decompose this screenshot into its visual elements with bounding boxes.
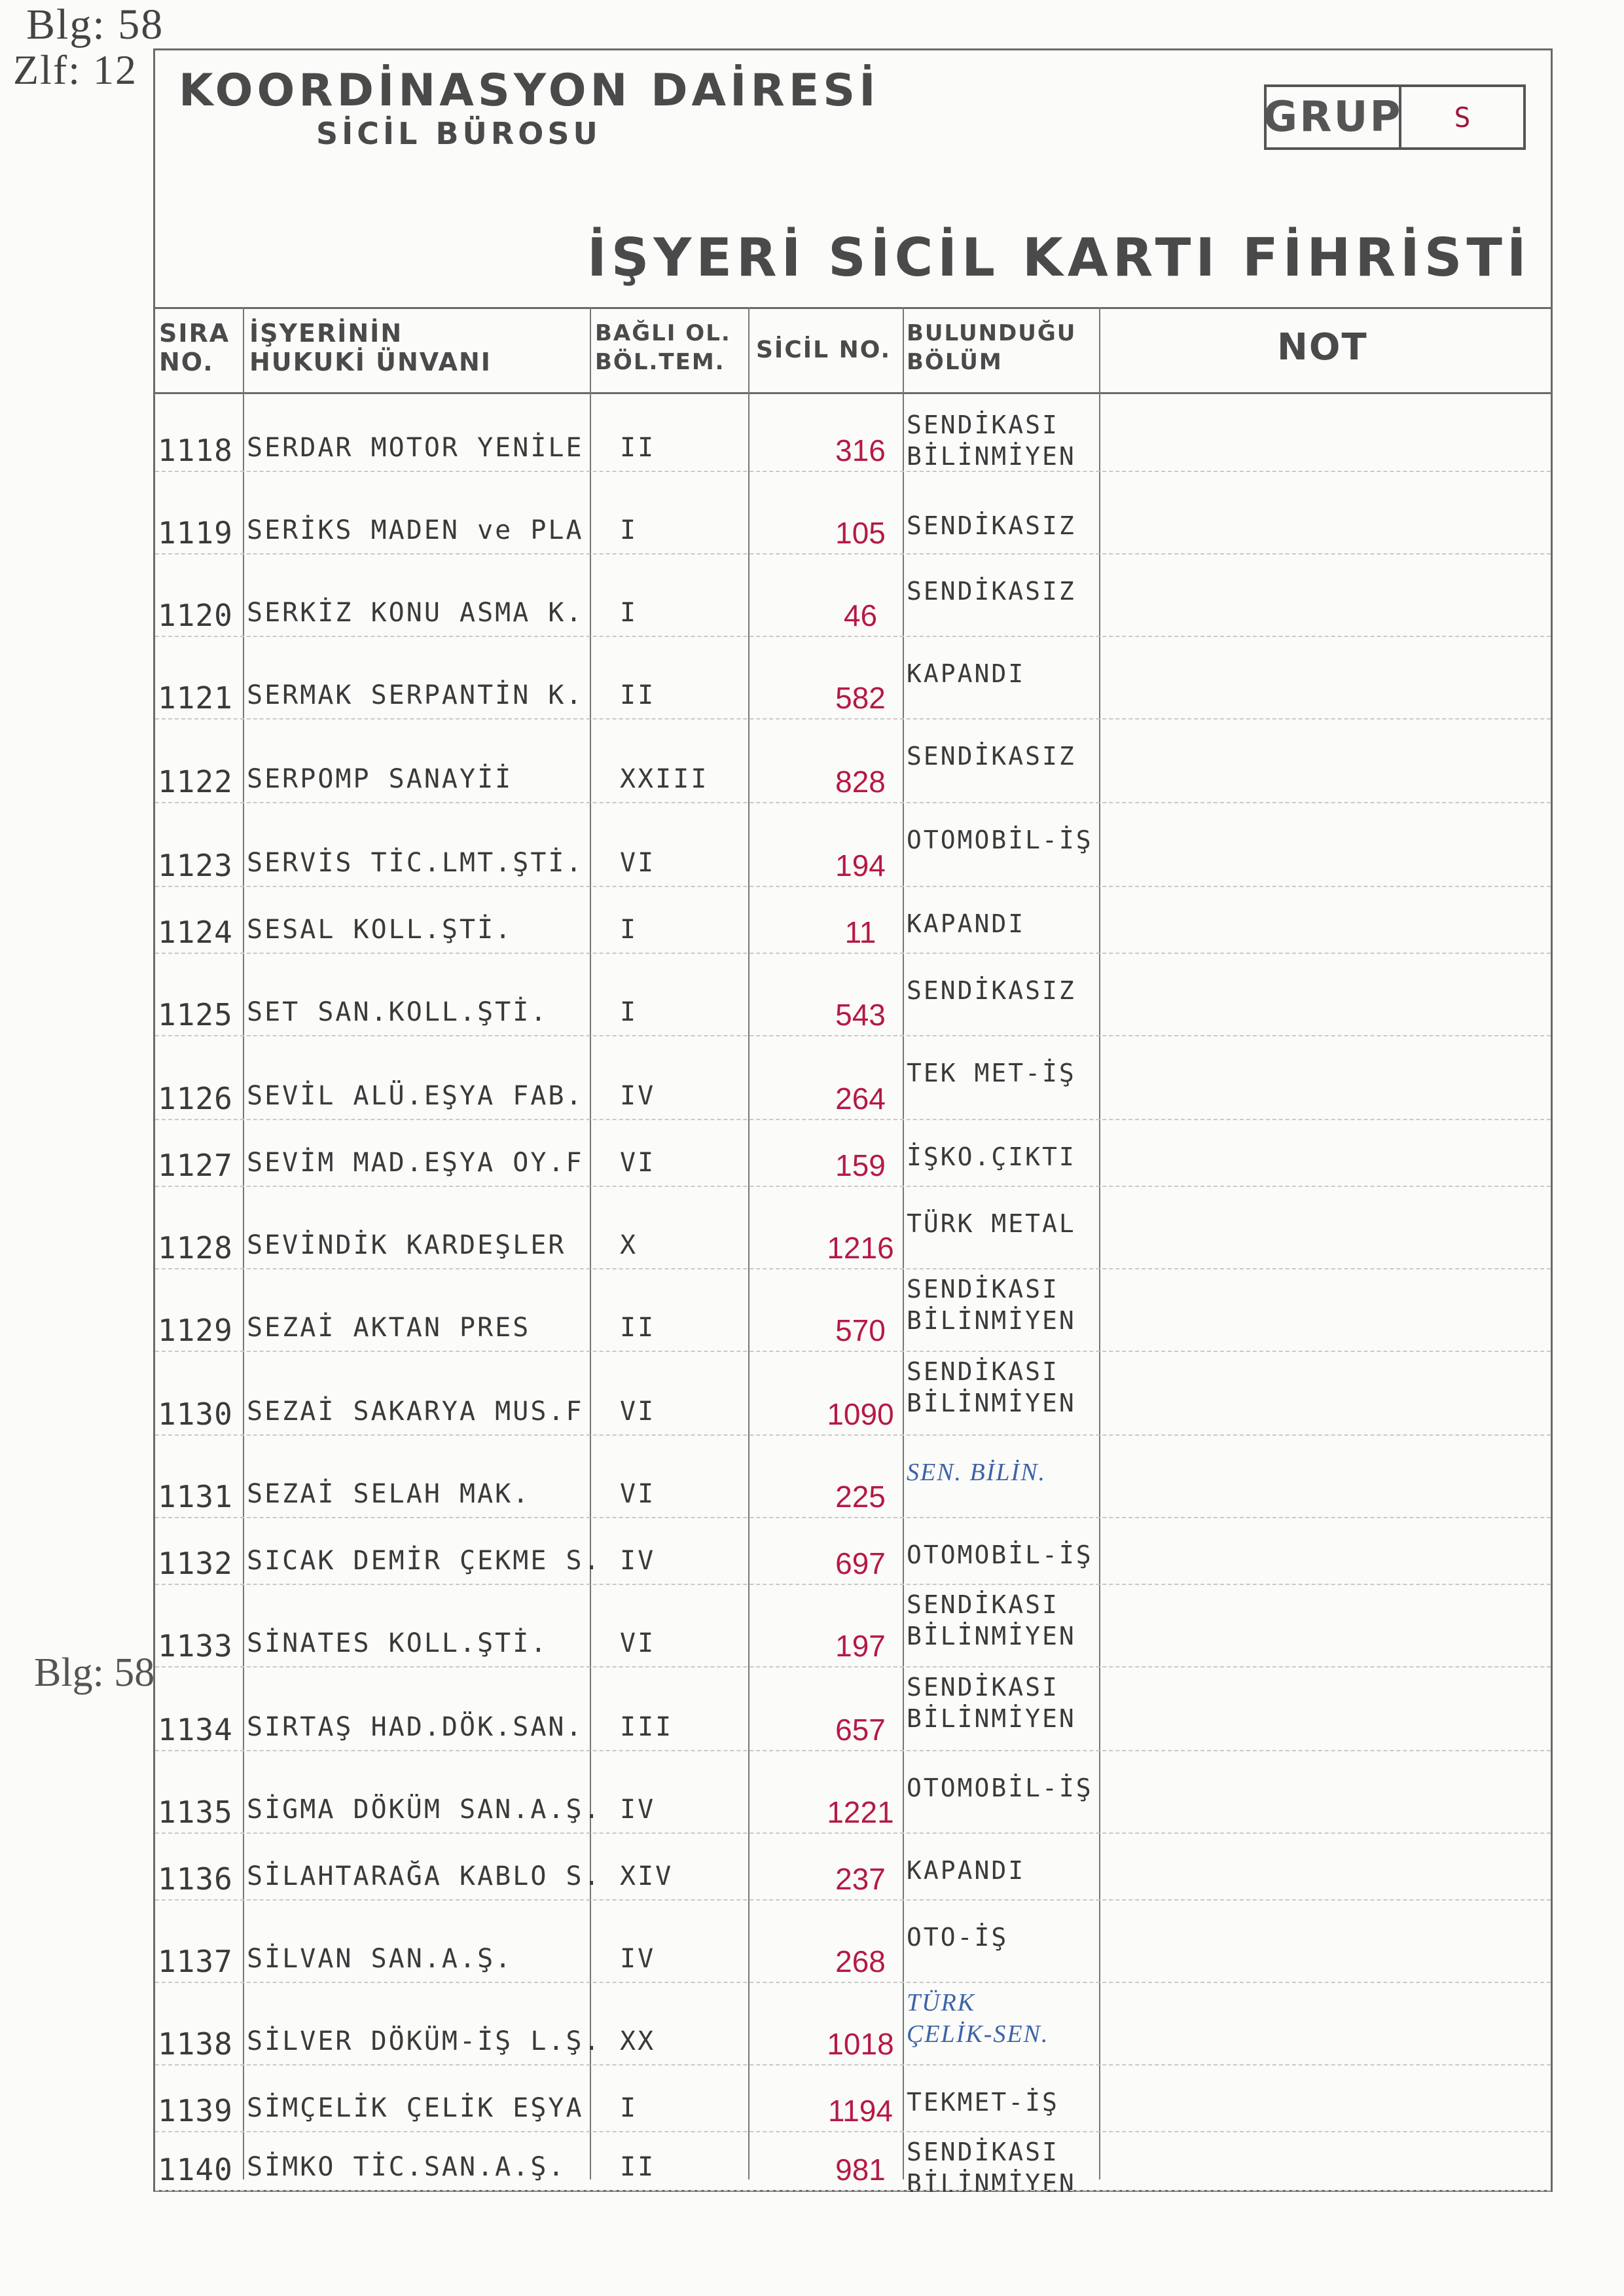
- sicil-no-cell: 194: [835, 848, 886, 883]
- table-row: [155, 1834, 1551, 1901]
- sicil-no-cell: 105: [835, 516, 886, 550]
- table-row: [155, 1352, 1551, 1436]
- bolum-cell: SENDİKASI BİLİNMİYEN: [907, 410, 1076, 471]
- unvan-cell: SERKİZ KONU ASMA K.: [247, 598, 584, 628]
- bolge-cell: VI: [620, 1148, 656, 1178]
- unvan-cell: SEZAİ SAKARYA MUS.F: [247, 1396, 584, 1427]
- sira-no-cell: 1139: [158, 2093, 233, 2128]
- row-rule: [155, 2190, 1551, 2191]
- table-row: [155, 405, 1551, 472]
- table-row: [155, 2066, 1551, 2132]
- bolum-cell: SENDİKASI BİLİNMİYEN: [907, 1673, 1076, 1733]
- unvan-cell: SİLVER DÖKÜM-İŞ L.Ş.: [247, 2026, 602, 2056]
- header-sira-no: SIRA NO.: [159, 319, 230, 376]
- sira-no-cell: 1128: [158, 1230, 233, 1266]
- sicil-no-cell: 543: [835, 998, 886, 1032]
- table-row: [155, 1187, 1551, 1269]
- unvan-cell: SİMKO TİC.SAN.A.Ş.: [247, 2152, 566, 2182]
- bolum-cell: SENDİKASIZ: [907, 577, 1076, 606]
- grup-box: [1264, 84, 1526, 150]
- table-row: [155, 1585, 1551, 1667]
- sira-no-cell: 1120: [158, 598, 233, 633]
- unvan-cell: SEZAİ SELAH MAK.: [247, 1479, 531, 1509]
- unvan-cell: SIRTAŞ HAD.DÖK.SAN.: [247, 1712, 584, 1742]
- bolum-cell: OTOMOBİL-İŞ: [907, 1774, 1093, 1802]
- unvan-cell: SERMAK SERPANTİN K.: [247, 680, 584, 710]
- sicil-no-cell: 570: [835, 1313, 886, 1347]
- sira-no-cell: 1125: [158, 997, 233, 1032]
- table-top-rule: [155, 307, 1551, 309]
- sicil-no-cell: 159: [835, 1148, 886, 1182]
- bolge-cell: II: [620, 433, 656, 463]
- table-row: [155, 637, 1551, 720]
- bolum-cell: OTO-İŞ: [907, 1923, 1009, 1952]
- corner-note-blg: Blg: 58: [26, 1, 164, 48]
- index-card: [153, 48, 1553, 2198]
- table-row: [155, 1120, 1551, 1187]
- table-row: [155, 489, 1551, 555]
- sira-no-cell: 1132: [158, 1546, 233, 1581]
- bolge-cell: VI: [620, 1396, 656, 1427]
- sicil-no-cell: 237: [835, 1862, 886, 1896]
- table-row: [155, 954, 1551, 1036]
- grup-label: GRUP: [1267, 87, 1401, 147]
- bolge-cell: X: [620, 1230, 638, 1260]
- sira-no-cell: 1130: [158, 1396, 233, 1432]
- sira-no-cell: 1126: [158, 1081, 233, 1116]
- sira-no-cell: 1122: [158, 764, 233, 799]
- table-row: [155, 1751, 1551, 1834]
- sicil-no-cell: 1018: [827, 2027, 894, 2061]
- sira-no-cell: 1140: [158, 2152, 233, 2187]
- bureau-name: SİCİL BÜROSU: [316, 116, 602, 151]
- bolge-cell: IV: [620, 1546, 656, 1576]
- sicil-no-cell: 1090: [827, 1397, 894, 1431]
- page-title: İŞYERİ SİCİL KARTI FİHRİSTİ: [587, 227, 1531, 288]
- sira-no-cell: 1138: [158, 2026, 233, 2062]
- table-row: [155, 1667, 1551, 1751]
- sira-no-cell: 1118: [158, 433, 233, 468]
- table-row: [155, 887, 1551, 954]
- table-row: [155, 1901, 1551, 1983]
- sicil-no-cell: 11: [844, 915, 876, 949]
- bolge-cell: VI: [620, 1479, 656, 1509]
- unvan-cell: SEZAİ AKTAN PRES: [247, 1313, 531, 1343]
- grup-value: S: [1454, 101, 1471, 134]
- sira-no-cell: 1135: [158, 1795, 233, 1830]
- unvan-cell: SEVİL ALÜ.EŞYA FAB.: [247, 1081, 584, 1111]
- bolge-cell: XIV: [620, 1861, 674, 1891]
- office-name: KOORDİNASYON DAİRESİ: [179, 65, 880, 117]
- bolum-cell: İŞKO.ÇIKTI: [907, 1142, 1076, 1171]
- bolum-cell: KAPANDI: [907, 659, 1026, 688]
- unvan-cell: SET SAN.KOLL.ŞTİ.: [247, 997, 549, 1027]
- unvan-cell: SERİKS MADEN ve PLA: [247, 515, 584, 545]
- table-row: [155, 720, 1551, 803]
- header-not: NOT: [1277, 326, 1368, 369]
- bolge-cell: VI: [620, 1628, 656, 1658]
- unvan-cell: SİNATES KOLL.ŞTİ.: [247, 1628, 549, 1658]
- bolum-cell: TEKMET-İŞ: [907, 2088, 1059, 2117]
- bolge-cell: I: [620, 2093, 638, 2123]
- bolge-cell: I: [620, 997, 638, 1027]
- bolge-cell: I: [620, 598, 638, 628]
- sicil-no-cell: 268: [835, 1944, 886, 1978]
- bolum-cell: SEN. BİLİN.: [907, 1459, 1047, 1486]
- table-row: [155, 1983, 1551, 2066]
- bolge-cell: II: [620, 2152, 656, 2182]
- header-hukuki-unvan: İŞYERİNİN HUKUKİ ÜNVANI: [249, 319, 492, 376]
- table-row: [155, 803, 1551, 887]
- bolum-cell: KAPANDI: [907, 1856, 1026, 1885]
- sicil-no-cell: 1221: [827, 1795, 894, 1829]
- bolum-cell: KAPANDI: [907, 909, 1026, 938]
- row-rule: [155, 471, 1551, 472]
- sira-no-cell: 1133: [158, 1628, 233, 1664]
- sicil-no-cell: 582: [835, 681, 886, 715]
- bolge-cell: II: [620, 1313, 656, 1343]
- unvan-cell: SERVİS TİC.LMT.ŞTİ.: [247, 848, 584, 878]
- bolge-cell: I: [620, 915, 638, 945]
- unvan-cell: SICAK DEMİR ÇEKME S.: [247, 1546, 602, 1576]
- unvan-cell: SERPOMP SANAYİİ: [247, 764, 513, 794]
- bolge-cell: VI: [620, 848, 656, 878]
- unvan-cell: SİMÇELİK ÇELİK EŞYA: [247, 2093, 584, 2123]
- header-bulundugu-bolum: BULUNDUĞU BÖLÜM: [907, 320, 1077, 375]
- bolum-cell: OTOMOBİL-İŞ: [907, 1540, 1093, 1569]
- unvan-cell: SEVİNDİK KARDEŞLER: [247, 1230, 566, 1260]
- corner-note-zlf: Zlf: 12: [13, 46, 137, 93]
- sira-no-cell: 1121: [158, 680, 233, 716]
- sira-no-cell: 1137: [158, 1944, 233, 1979]
- header-bottom-rule: [155, 392, 1551, 394]
- bolge-cell: XXIII: [620, 764, 709, 794]
- bolge-cell: IV: [620, 1944, 656, 1974]
- sicil-no-cell: 264: [835, 1082, 886, 1116]
- margin-note: Blg: 58: [34, 1650, 155, 1695]
- sicil-no-cell: 828: [835, 765, 886, 799]
- table-row: [155, 1436, 1551, 1518]
- sira-no-cell: 1123: [158, 848, 233, 883]
- sicil-no-cell: 697: [835, 1546, 886, 1580]
- bolum-cell: TEK MET-İŞ: [907, 1059, 1076, 1087]
- bolum-cell: SENDİKASI BİLİNMİYEN: [907, 1275, 1076, 1335]
- table-row: [155, 1518, 1551, 1585]
- unvan-cell: SEVİM MAD.EŞYA OY.F: [247, 1148, 584, 1178]
- unvan-cell: SERDAR MOTOR YENİLE: [247, 433, 584, 463]
- header-bagli-bolge: BAĞLI OL. BÖL.TEM.: [595, 320, 731, 375]
- bolge-cell: IV: [620, 1795, 656, 1825]
- unvan-cell: SİLAHTARAĞA KABLO S.: [247, 1861, 602, 1891]
- bolge-cell: III: [620, 1712, 674, 1742]
- sicil-no-cell: 1216: [827, 1231, 894, 1265]
- bolum-cell: TÜRK ÇELİK-SEN.: [907, 1989, 1049, 2048]
- table-row: [155, 2132, 1551, 2198]
- bolum-cell: SENDİKASI BİLİNMİYEN: [907, 1590, 1076, 1650]
- sira-no-cell: 1119: [158, 515, 233, 551]
- bolum-cell: SENDİKASIZ: [907, 511, 1076, 540]
- sira-no-cell: 1124: [158, 915, 233, 950]
- unvan-cell: SİLVAN SAN.A.Ş.: [247, 1944, 513, 1974]
- bolum-cell: SENDİKASIZ: [907, 742, 1076, 771]
- unvan-cell: SESAL KOLL.ŞTİ.: [247, 915, 513, 945]
- sira-no-cell: 1131: [158, 1479, 233, 1514]
- sicil-no-cell: 197: [835, 1629, 886, 1663]
- sira-no-cell: 1129: [158, 1313, 233, 1348]
- sicil-no-cell: 316: [835, 433, 886, 467]
- unvan-cell: SİGMA DÖKÜM SAN.A.Ş.: [247, 1795, 602, 1825]
- bolge-cell: XX: [620, 2026, 656, 2056]
- bolum-cell: SENDİKASIZ: [907, 976, 1076, 1005]
- sicil-no-cell: 981: [835, 2153, 886, 2187]
- sira-no-cell: 1136: [158, 1861, 233, 1897]
- sira-no-cell: 1127: [158, 1148, 233, 1183]
- bolge-cell: II: [620, 680, 656, 710]
- sicil-no-cell: 657: [835, 1713, 886, 1747]
- table-row: [155, 555, 1551, 637]
- sira-no-cell: 1134: [158, 1712, 233, 1747]
- sicil-no-cell: 1194: [828, 2094, 893, 2128]
- sicil-no-cell: 46: [843, 598, 878, 632]
- sicil-no-cell: 225: [835, 1480, 886, 1514]
- table-row: [155, 1036, 1551, 1120]
- bolum-cell: SENDİKASI BİLİNMİYEN: [907, 2138, 1076, 2198]
- bolum-cell: SENDİKASI BİLİNMİYEN: [907, 1357, 1076, 1417]
- bolge-cell: I: [620, 515, 638, 545]
- bolum-cell: OTOMOBİL-İŞ: [907, 826, 1093, 854]
- header-sicil-no: SİCİL NO.: [756, 337, 892, 363]
- table-row: [155, 1269, 1551, 1352]
- bolge-cell: IV: [620, 1081, 656, 1111]
- bolum-cell: TÜRK METAL: [907, 1209, 1076, 1238]
